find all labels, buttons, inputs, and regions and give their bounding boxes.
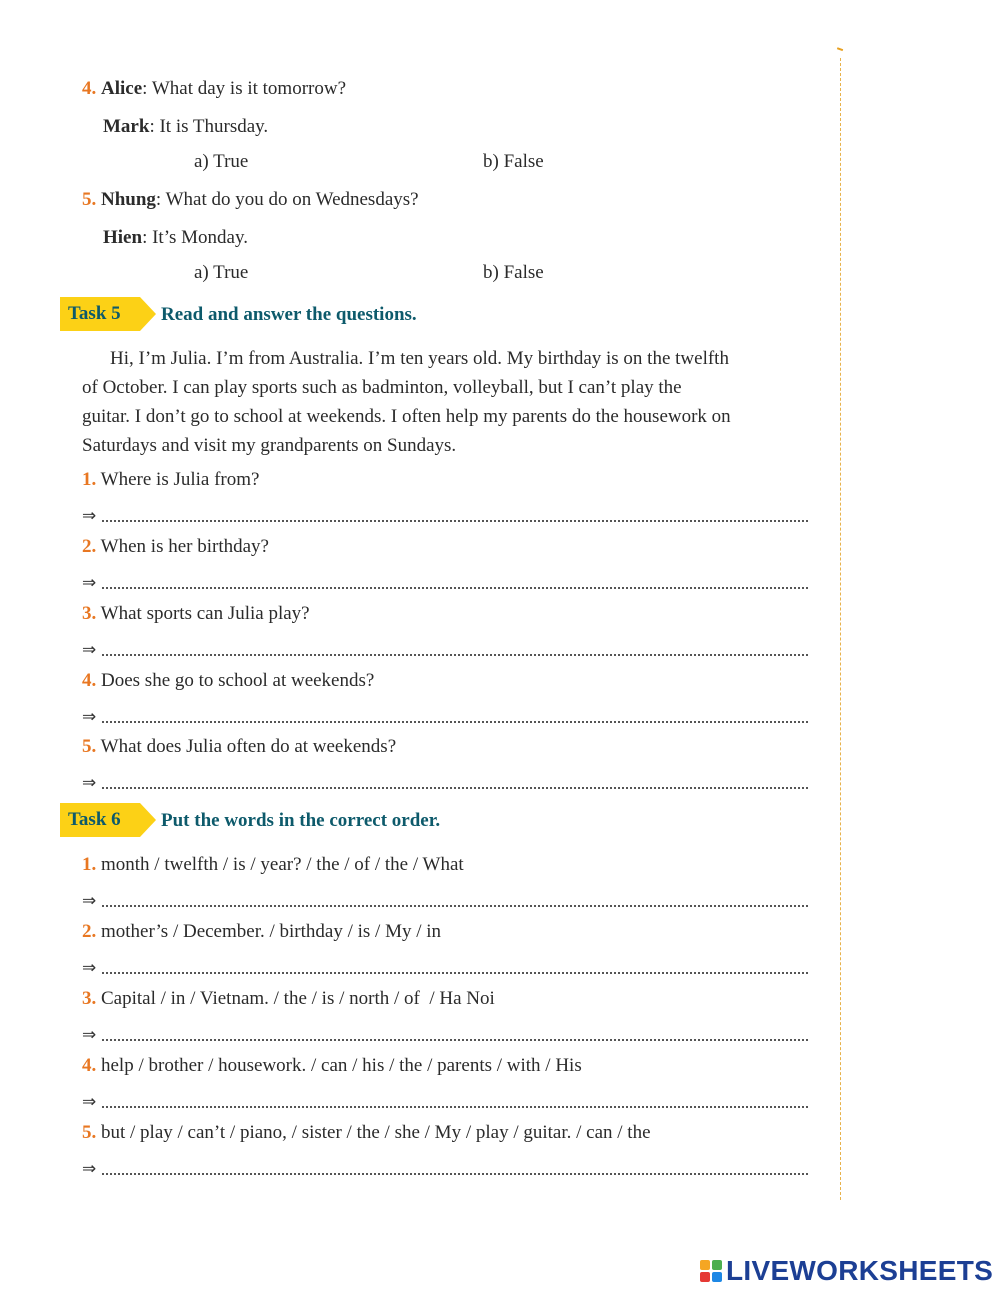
task6-answer-5[interactable]	[82, 1155, 808, 1179]
task6-question-2	[82, 921, 441, 943]
logo-square	[712, 1272, 722, 1282]
task6-question-4	[82, 1055, 582, 1077]
liveworksheets-logo[interactable]	[700, 1256, 993, 1286]
question-text: Does she go to school at weekends?	[101, 670, 375, 691]
task-label: Task 5	[68, 303, 121, 324]
task5-question-4	[82, 670, 374, 692]
item-number: 4.	[82, 78, 97, 99]
dialogue-text: : What day is it tomorrow?	[142, 78, 347, 99]
arrow-icon: ⇒	[82, 1159, 97, 1179]
question-text: When is her birthday?	[100, 536, 269, 557]
item-number: 4.	[82, 1055, 97, 1076]
arrow-icon: ⇒	[82, 891, 97, 911]
task6-answer-1[interactable]	[82, 887, 808, 911]
item-number: 3.	[82, 988, 97, 1009]
task6-answer-4[interactable]	[82, 1088, 808, 1112]
task4-item-5-reply	[103, 227, 248, 249]
item-number: 4.	[82, 670, 97, 691]
answer-dotted-line	[102, 787, 808, 789]
task5-question-3	[82, 603, 310, 625]
task6-answer-3[interactable]	[82, 1021, 808, 1045]
task6-badge	[60, 803, 140, 837]
task5-question-1	[82, 469, 259, 491]
passage-line: Saturdays and visit my grandparents on Sundays.	[82, 435, 457, 456]
option-true-5[interactable]: a) True	[194, 262, 249, 283]
arrow-icon: ⇒	[82, 773, 97, 793]
reading-passage	[82, 344, 817, 460]
logo-grid-icon	[700, 1260, 722, 1282]
speaker-name: Mark	[103, 116, 150, 137]
speaker-name: Nhung	[101, 189, 156, 210]
badge-arrow-shape	[140, 297, 156, 331]
passage-line: Hi, I’m Julia. I’m from Australia. I’m ten years old. My birthday is on the twelfth	[110, 348, 729, 369]
item-number: 2.	[82, 921, 97, 942]
task6-title: Put the words in the correct order.	[161, 810, 441, 831]
task5-question-5	[82, 736, 396, 758]
task5-answer-2[interactable]	[82, 569, 808, 593]
question-text: help / brother / housework. / can / his / the / parents / with / His	[101, 1055, 582, 1076]
task4-item-5-question	[82, 189, 419, 211]
question-text: What does Julia often do at weekends?	[100, 736, 397, 757]
answer-dotted-line	[102, 654, 808, 656]
dialogue-text: : It’s Monday.	[142, 227, 248, 248]
task5-question-2	[82, 536, 269, 558]
arrow-icon: ⇒	[82, 958, 97, 978]
dialogue-text: : It is Thursday.	[149, 116, 269, 137]
task6-question-1	[82, 854, 464, 876]
question-text: What sports can Julia play?	[100, 603, 310, 624]
answer-dotted-line	[102, 587, 808, 589]
question-text: but / play / can’t / piano, / sister / the / she / My / play / guitar. / can / the	[101, 1122, 651, 1143]
item-number: 5.	[82, 189, 97, 210]
logo-square	[700, 1272, 710, 1282]
item-number: 3.	[82, 603, 97, 624]
question-text: Capital / in / Vietnam. / the / is / north / of / Ha Noi	[101, 988, 495, 1009]
passage-line: of October. I can play sports such as badminton, volleyball, but I can’t play the	[82, 377, 682, 398]
item-number: 5.	[82, 736, 97, 757]
option-false-5[interactable]: b) False	[483, 262, 544, 283]
logo-square	[700, 1260, 710, 1270]
passage-line: guitar. I don’t go to school at weekends. I often help my parents do the housework on	[82, 406, 731, 427]
arrow-icon: ⇒	[82, 1092, 97, 1112]
answer-dotted-line	[102, 905, 808, 907]
option-false-4[interactable]: b) False	[483, 151, 544, 172]
question-text: Where is Julia from?	[100, 469, 260, 490]
arrow-icon: ⇒	[82, 707, 97, 727]
task-label: Task 6	[68, 809, 121, 830]
task5-answer-5[interactable]	[82, 769, 808, 793]
answer-dotted-line	[102, 721, 808, 723]
answer-dotted-line	[102, 1106, 808, 1108]
task5-answer-3[interactable]	[82, 636, 808, 660]
task6-question-3	[82, 988, 495, 1010]
answer-dotted-line	[102, 972, 808, 974]
arrow-icon: ⇒	[82, 506, 97, 526]
speaker-name: Hien	[103, 227, 143, 248]
arrow-icon: ⇒	[82, 640, 97, 660]
answer-dotted-line	[102, 1039, 808, 1041]
question-text: month / twelfth / is / year? / the / of / the / What	[101, 854, 464, 875]
logo-square	[712, 1260, 722, 1270]
badge-arrow-shape	[140, 803, 156, 837]
margin-dashed-line	[840, 58, 841, 1200]
task5-badge	[60, 297, 140, 331]
logo-text: LIVEWORKSHEETS	[726, 1255, 994, 1286]
option-true-4[interactable]: a) True	[194, 151, 249, 172]
task6-question-5	[82, 1122, 651, 1144]
question-text: mother’s / December. / birthday / is / My / in	[101, 921, 442, 942]
answer-dotted-line	[102, 520, 808, 522]
corner-mark	[835, 47, 843, 57]
arrow-icon: ⇒	[82, 573, 97, 593]
task4-item-4-reply	[103, 116, 268, 138]
task5-answer-1[interactable]	[82, 502, 808, 526]
item-number: 2.	[82, 536, 97, 557]
item-number: 5.	[82, 1122, 97, 1143]
answer-dotted-line	[102, 1173, 808, 1175]
task6-answer-2[interactable]	[82, 954, 808, 978]
item-number: 1.	[82, 469, 97, 490]
speaker-name: Alice	[101, 78, 143, 99]
dialogue-text: : What do you do on Wednesdays?	[155, 189, 419, 210]
task4-item-4-question	[82, 78, 346, 100]
item-number: 1.	[82, 854, 97, 875]
task5-answer-4[interactable]	[82, 703, 808, 727]
task5-title: Read and answer the questions.	[161, 304, 417, 325]
arrow-icon: ⇒	[82, 1025, 97, 1045]
